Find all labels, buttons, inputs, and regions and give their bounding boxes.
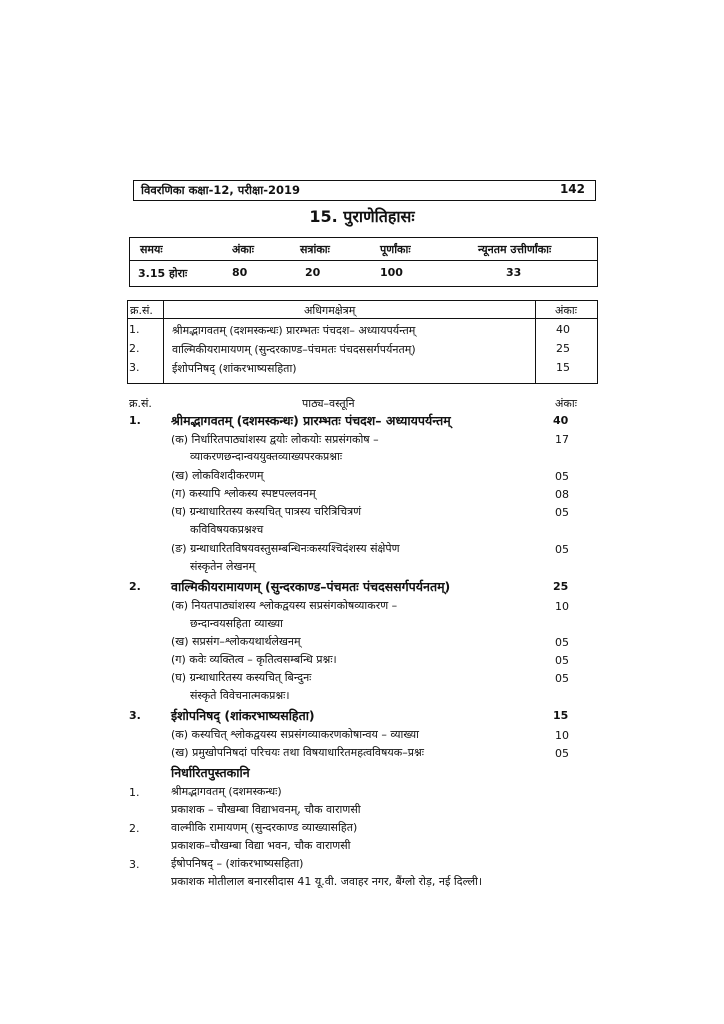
item-marks: 08	[555, 488, 569, 501]
content-header-marks: अंकाः	[555, 397, 577, 410]
list-item-cont: संस्कृते विवेचनात्मकप्रश्नः।	[190, 689, 290, 702]
item-marks: 05	[555, 543, 569, 556]
item-marks: 05	[555, 636, 569, 649]
section-number: 1.	[129, 414, 141, 427]
table-row-text: श्रीमद्भागवतम् (दशमस्कन्धः) प्रारम्भतः पंचदश– अध्यायपर्यन्तम्	[172, 324, 416, 337]
exam-info-table	[129, 237, 598, 287]
book-publisher: प्रकाशक मोतीलाल बनारसीदास 41 यू.वी. जवाहर नगर, बैंग्लो रोड़, नई दिल्ली।	[171, 875, 483, 888]
book-title: वाल्मीकि रामायणम् (सुन्दरकाण्ड व्याख्यासहित)	[171, 821, 358, 834]
list-item: (क) नियतपाठ्यांशस्य श्लोकद्वयस्य सप्रसंगकोषव्याकरण –	[171, 599, 398, 612]
section-marks: 15	[553, 709, 569, 722]
exam-label-pass: न्यूनतम उत्तीर्णांकाः	[478, 243, 552, 256]
section-marks: 25	[553, 580, 569, 593]
books-heading: निर्धारितपुस्तकानि	[171, 765, 250, 780]
book-number: 2.	[129, 822, 140, 835]
table-row-text: वाल्मिकीयरामायणम् (सुन्दरकाण्ड–पंचमतः पंचदससर्गपर्यनतम्)	[172, 343, 416, 356]
list-item: (ग) कस्यापि श्लोकस्य स्पष्टपल्लवनम्	[171, 487, 316, 500]
exam-value-total: 100	[380, 266, 403, 279]
table-row-sn: 2.	[129, 342, 140, 355]
book-number: 3.	[129, 858, 140, 871]
section-marks: 40	[553, 414, 569, 427]
exam-label-total: पूर्णांकाः	[380, 243, 411, 256]
divider	[130, 260, 597, 261]
list-item: (ख) प्रमुखोपनिषदां परिचयः तथा विषयाधारितमहत्वविषयक–प्रश्नः	[171, 746, 424, 759]
exam-value-pass: 33	[506, 266, 522, 279]
exam-label-marks: अंकाः	[232, 243, 254, 256]
table-header-area: अधिगमक्षेत्रम्	[304, 304, 356, 317]
list-item: (घ) ग्रन्थाधारितस्य कस्यचित् पात्रस्य चरित्रिचित्रणं	[171, 505, 362, 518]
exam-label-time: समयः	[140, 243, 163, 256]
book-publisher: प्रकाशक–चौखम्बा विद्या भवन, चौक वाराणसी	[171, 839, 351, 852]
table-row-marks: 25	[556, 342, 570, 355]
list-item-cont: छन्दान्वयसहिता व्याख्या	[190, 617, 283, 630]
exam-value-sessional: 20	[305, 266, 321, 279]
item-marks: 10	[555, 729, 569, 742]
syllabus-table	[127, 300, 598, 384]
book-title: श्रीमद्भागवतम् (दशमस्कन्धः)	[171, 785, 282, 798]
book-title: ईषोपनिषद् – (शांकरभाष्यसहिता)	[171, 857, 304, 870]
page-header	[133, 180, 596, 201]
list-item: (क) कस्यचित् श्लोकद्वयस्य सप्रसंगव्याकरणकोषान्वय – व्याख्या	[171, 728, 420, 741]
item-marks: 05	[555, 672, 569, 685]
list-item-cont: संस्कृतेन लेखनम्	[190, 560, 256, 573]
list-item: (ख) लोकविशदीकरणम्	[171, 469, 264, 482]
item-marks: 05	[555, 654, 569, 667]
section-number: 2.	[129, 580, 141, 593]
table-row-text: ईशोपनिषद् (शांकरभाष्यसहिता)	[172, 362, 297, 375]
divider	[535, 301, 536, 383]
table-row-marks: 15	[556, 361, 570, 374]
list-item-cont: कविविषयकप्रश्नश्च	[190, 523, 264, 536]
exam-value-time: 3.15 होराः	[138, 267, 188, 280]
section-title: वाल्मिकीयरामायणम् (सुन्दरकाण्ड–पंचमतः पंचदससर्गपर्यनतम्)	[171, 579, 451, 594]
section-title: ईशोपनिषद् (शांकरभाष्यसहिता)	[171, 708, 315, 723]
chapter-title: 15. पुराणेतिहासः	[309, 207, 415, 226]
content-header-sn: क्र.सं.	[129, 397, 152, 410]
section-number: 3.	[129, 709, 141, 722]
list-item: (ख) सप्रसंग–श्लोकयथार्थलेखनम्	[171, 635, 301, 648]
item-marks: 10	[555, 600, 569, 613]
book-publisher: प्रकाशक – चौखम्बा विद्याभवनम्, चौक वाराणसी	[171, 803, 361, 816]
table-header-sn: क्र.सं.	[130, 304, 153, 317]
list-item: (ङ) ग्रन्थाधारितविषयवस्तुसम्बन्धिनःकस्यश्चिदंशस्य संक्षेपेण	[171, 542, 400, 555]
exam-value-marks: 80	[232, 266, 248, 279]
exam-label-sessional: सत्रांकाः	[300, 243, 330, 256]
list-item: (घ) ग्रन्थाधारितस्य कस्यचित् बिन्दुनः	[171, 671, 312, 684]
header-title: विवरणिका कक्षा-12, परीक्षा-2019	[141, 183, 300, 197]
table-row-marks: 40	[556, 323, 570, 336]
table-row-sn: 1.	[129, 323, 140, 336]
list-item-cont: व्याकरणछन्दान्वययुक्तव्याख्यपरकप्रश्नाः	[190, 450, 343, 463]
list-item: (ग) कवेः व्यक्तित्व – कृतित्वसम्बन्धि प्रश्नः।	[171, 653, 337, 666]
list-item: (क) निर्धारितपाठ्यांशस्य द्वयोः लोकयोः सप्रसंगकोष –	[171, 433, 379, 446]
page-number: 142	[559, 182, 585, 196]
item-marks: 05	[555, 470, 569, 483]
table-row-sn: 3.	[129, 361, 140, 374]
divider	[163, 301, 164, 383]
divider	[128, 318, 597, 319]
section-title: श्रीमद्भागवतम् (दशमस्कन्धः) प्रारम्भतः पंचदश– अध्यायपर्यन्तम्	[171, 413, 451, 428]
item-marks: 17	[555, 433, 569, 446]
content-header-title: पाठ्य–वस्तूनि	[302, 397, 355, 410]
table-header-marks: अंकाः	[555, 304, 577, 317]
book-number: 1.	[129, 786, 140, 799]
item-marks: 05	[555, 506, 569, 519]
item-marks: 05	[555, 747, 569, 760]
